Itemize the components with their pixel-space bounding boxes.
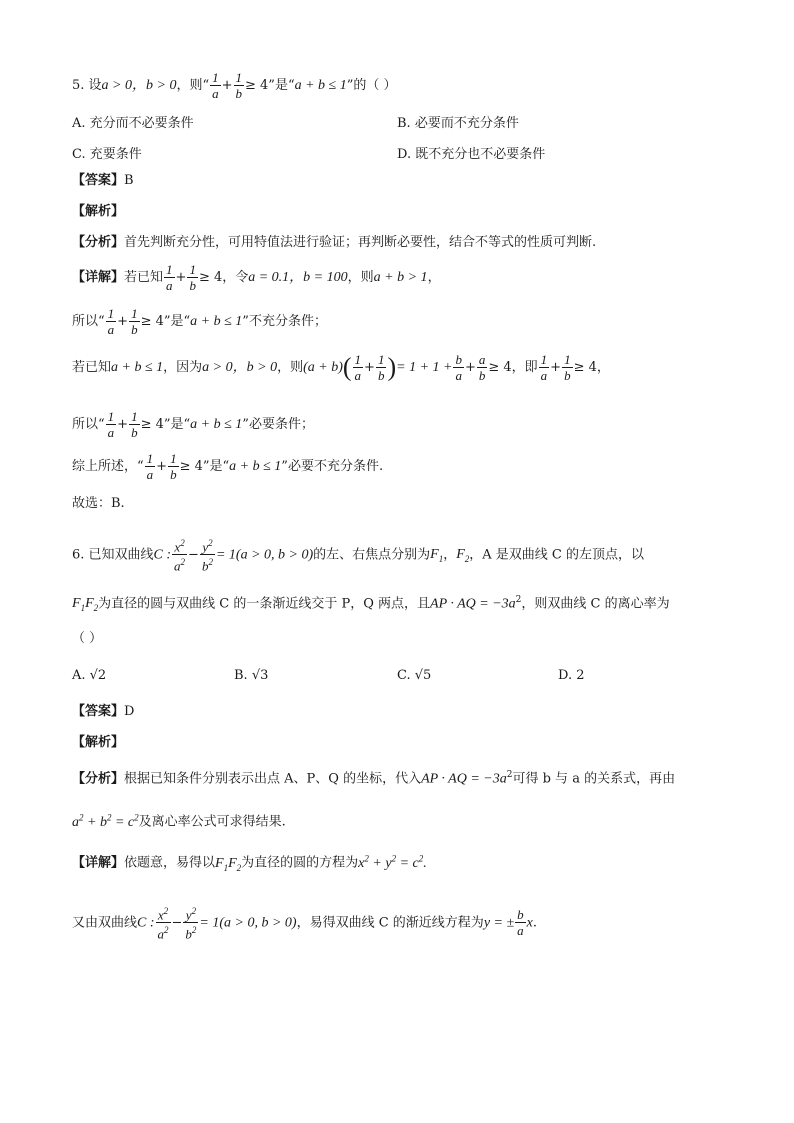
frac-1-over-b: $\frac{1}{b}$ [564,352,571,383]
text: ， [443,547,457,563]
text: ≥ 4，令 [198,270,249,285]
frac-1-over-b: $\frac{1}{b}$ [377,352,385,383]
q5-option-b: B. 必要而不充分条件 [397,116,519,131]
frac-1-over-a: $\frac{1}{a}$ [166,262,173,293]
frac-1-over-a: $\frac{1}{a}$ [107,306,115,337]
q5-conclusion: 故选：B. [72,496,125,511]
text: ≥ 4， [573,360,610,375]
q6-option-c: C. √5 [397,668,432,683]
q6-stem-line-1: 6. 已知双曲线C : $\frac{x^2}{a^2}$ − $\frac{y^2}{b^2}$ = 1(a > 0, b > 0)的左、右焦点分别为$F_1$，$F_2$，A 是双曲线 C 的左顶点，以 [72,538,645,574]
q5-text: ”的（ ） [346,78,397,93]
answer-value: D [124,704,135,719]
q5-detail-line-5: 综上所述，“ $\frac{1}{a}$ + $\frac{1}{b}$ ≥ 4”是“a + b ≤ 1”必要不充分条件. [72,451,384,482]
frac-1-over-a: $\frac{1}{a}$ [146,451,154,482]
vector-expr: AP · AQ = −3a [430,596,516,612]
text: . [532,915,538,931]
frac-1-over-b: $\frac{1}{b}$ [131,306,138,337]
expr: a + b ≤ 1 [229,459,282,474]
frac-1-over-a: $\frac{1}{a}$ [540,352,548,383]
text: 所以“ [72,314,105,329]
q5-stem: 5. 设a > 0，b > 0，则“ $\frac{1}{a}$ + $\frac{1}{b}$ ≥ 4”是“a + b ≤ 1”的（ ） [72,70,397,101]
expr: = 1(a > 0, b > 0) [199,915,297,931]
text: 若已知 [72,360,112,375]
text: ， [427,270,441,285]
text: 综上所述，“ [72,459,144,474]
q6-detail-line-2: 又由双曲线C : $\frac{x^2}{a^2}$ − $\frac{y^2}{b^2}$ = 1(a > 0, b > 0)，易得双曲线 C 的渐近线方程为y = ± $\frac{b}{a}$ x. [72,906,538,942]
analysis-tag: 【解析】 [72,204,125,219]
fenxi-tag: 【分析】 [72,235,125,250]
q5-text: ≥ 4”是“ [245,78,295,93]
q5-stem-number: 5. 设 [72,78,102,93]
q6-stem-line-2: $F_1F_2$为直径的圆与双曲线 C 的一条渐近线交于 P，Q 两点，且AP · AQ = $-3a^2$，则双曲线 C 的离心率为 [72,595,670,614]
q5-fenxi [72,236,596,249]
expr: a + b ≤ 1 [111,360,164,375]
xiangjie-tag: 【详解】 [72,855,125,871]
q6-fenxi-line-1: 【分析】根据已知条件分别表示出点 A、P、Q 的坐标，代入AP · AQ = $-3a^2$可得 b 与 a 的关系式，再由 [72,770,676,787]
text: 根据已知条件分别表示出点 A、P、Q 的坐标，代入 [124,771,422,787]
frac-b-over-a: $\frac{b}{a}$ [455,352,462,383]
text: ，易得双曲线 C 的渐近线方程为 [296,915,484,931]
text: 为直径的圆的方程为 [241,855,359,871]
frac-1-over-b: $\frac{1}{b}$ [189,262,196,293]
answer-value: B [124,173,134,188]
text: 及离心率公式可求得结果. [138,814,286,830]
q5-detail-line-2: 所以“ $\frac{1}{a}$ + $\frac{1}{b}$ ≥ 4”是“a + b ≤ 1”不充分条件； [72,306,327,337]
q5-condition: a > 0，b > 0 [101,78,177,93]
q5-option-c: C. 充要条件 [72,147,142,162]
expr: C : [153,547,172,563]
text: ”必要条件； [242,417,314,432]
frac-y2-over-b2: $\frac{y^2}{b^2}$ [185,906,197,942]
q5-answer [72,174,134,187]
fenxi-text: 首先判断充分性，可用特值法进行验证；再判断必要性，结合不等式的性质可判断. [124,235,597,250]
q5-text: ，则“ [176,78,210,93]
q6-option-b: B. √3 [234,668,269,683]
q5-detail-line-3: 若已知a + b ≤ 1，因为a > 0，b > 0，则(a + b)( $\frac{1}{a}$ + $\frac{1}{b}$ )= 1 + 1 + $\frac{b}{a}$ + $\frac{a}{b}$ ≥ 4，即 $\frac{1}{a}$ + $\frac{1}{b}$ ≥ 4， [72,352,610,383]
frac-b-over-a: $\frac{b}{a}$ [517,907,524,939]
frac-x2-over-a2: $\frac{x^2}{a^2}$ [174,538,186,574]
frac-a-over-b: $\frac{a}{b}$ [478,352,486,383]
vector-expr: AP · AQ = −3a [421,771,507,787]
q6-detail-line-1: 【详解】依题意，易得以$F_1F_2$为直径的圆的方程为$x^2 + y^2 = c^2$. [72,853,427,873]
answer-tag: 【答案】 [72,704,125,719]
q6-answer [72,705,134,718]
text: ≥ 4”是“ [179,459,230,474]
expr: a [72,814,79,830]
expr: (a + b) [303,360,343,375]
expr: x [526,915,533,931]
frac-1-over-a: $\frac{1}{a}$ [354,352,362,383]
text: 可得 b 与 a 的关系式，再由 [512,771,676,787]
expr: F [430,547,439,563]
text: ，则双曲线 C 的离心率为 [521,596,670,612]
text: ，则 [347,270,374,285]
expr: = 1 + 1 + [396,360,453,375]
text: ”必要不充分条件. [281,459,384,474]
q5-detail-line-1: 【详解】若已知 $\frac{1}{a}$ + $\frac{1}{b}$ ≥ 4，令a = 0.1，b = 100，则a + b > 1， [72,262,441,293]
q5-option-d: D. 既不充分也不必要条件 [397,147,546,162]
q5-option-a: A. 充分而不必要条件 [72,116,194,131]
frac-1-over-b: $\frac{1}{b}$ [235,70,243,101]
expr: = 1(a > 0, b > 0) [215,547,314,563]
frac-1-over-b: $\frac{1}{b}$ [170,451,177,482]
q5-analysis-tag [72,205,124,218]
text: 若已知 [124,270,164,285]
q6-fenxi-line-2: $a^2 + b^2 = c^2$及离心率公式可求得结果. [72,812,286,830]
q5-expr: a + b ≤ 1 [294,78,347,93]
text: 又由双曲线 [72,915,138,931]
text: ≥ 4”是“ [140,314,191,329]
text: ≥ 4”是“ [140,417,191,432]
text: 依题意，易得以 [124,855,216,871]
q5-detail-line-4: 所以“ $\frac{1}{a}$ + $\frac{1}{b}$ ≥ 4”是“a + b ≤ 1”必要条件； [72,409,314,440]
expr: a + b ≤ 1 [190,417,243,432]
frac-1-over-a: $\frac{1}{a}$ [212,70,219,101]
expr: a + b ≤ 1 [190,314,243,329]
text: 的左、右焦点分别为 [313,547,431,563]
expr: a = 0.1，b = 100 [248,270,348,285]
q6-analysis-tag [72,736,124,749]
text: 所以“ [72,417,105,432]
fenxi-tag: 【分析】 [72,771,125,787]
text: ≥ 4，即 [488,360,538,375]
frac-1-over-b: $\frac{1}{b}$ [131,409,138,440]
q6-option-d: D. 2 [558,668,585,683]
frac-x2-over-a2: $\frac{x^2}{a^2}$ [157,906,169,942]
text: ，则 [277,360,304,375]
text: ，A 是双曲线 C 的左顶点，以 [469,547,645,563]
analysis-tag: 【解析】 [72,735,125,750]
answer-tag: 【答案】 [72,173,125,188]
expr: a > 0，b > 0 [202,360,278,375]
expr: a + b > 1 [373,270,428,285]
q6-stem-number: 6. 已知双曲线 [72,547,154,563]
text: ”不充分条件； [242,314,327,329]
xiangjie-tag: 【详解】 [72,270,125,285]
frac-y2-over-b2: $\frac{y^2}{b^2}$ [201,538,213,574]
q6-option-a: A. √2 [72,668,107,683]
expr: y = ± [483,915,515,931]
text: ，因为 [163,360,203,375]
frac-1-over-a: $\frac{1}{a}$ [107,409,115,440]
text: 为直径的圆与双曲线 C 的一条渐近线交于 P，Q 两点，且 [98,596,431,612]
q6-stem-line-3: （ ） [72,631,103,646]
